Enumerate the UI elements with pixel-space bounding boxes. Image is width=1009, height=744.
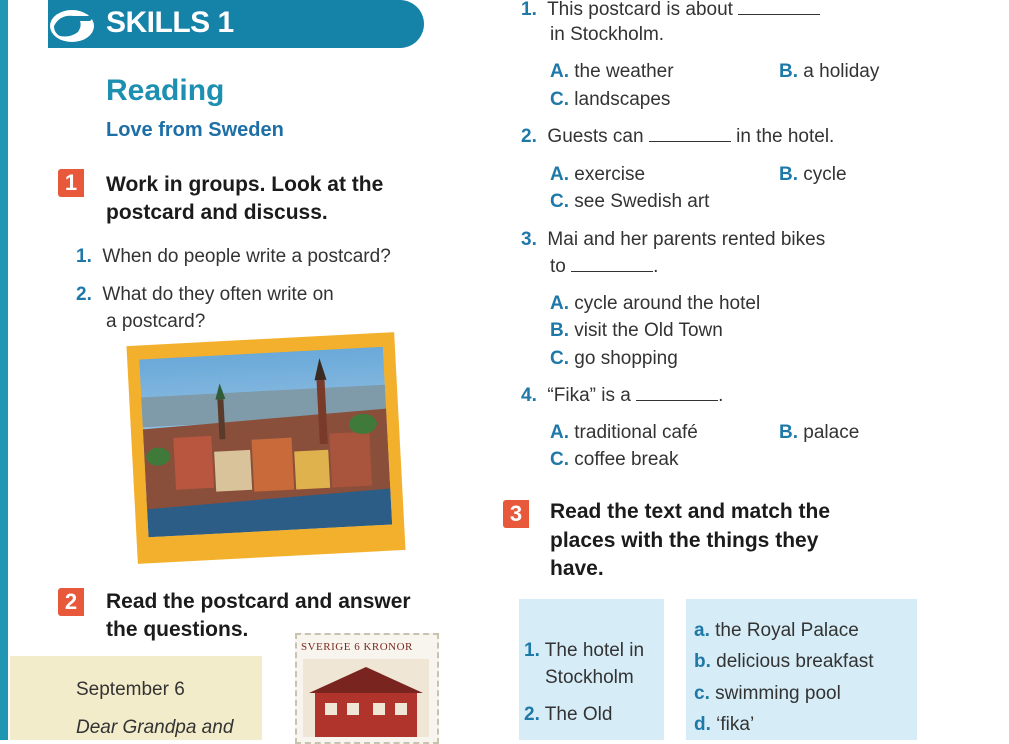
postcard-greeting: Dear Grandpa and [76,717,234,738]
thing-item: c. swimming pool [694,683,841,704]
question-stem-continued: in Stockholm. [550,24,665,45]
left-edge-bar [0,0,8,740]
thing-item: a. the Royal Palace [694,620,859,641]
option-a: A. exercise [550,164,646,185]
answer-blank[interactable] [571,253,653,272]
question-number: 2. [76,284,92,305]
question-number: 1. [521,0,537,20]
answer-blank[interactable] [636,382,718,401]
section-heading: Reading [106,74,225,107]
quiz-question [521,123,834,150]
postcard-date: September 6 [76,679,185,700]
option-a: A. traditional café [550,422,698,443]
postcard-text-panel [10,656,262,740]
place-item: 1. The hotel in [524,640,645,661]
answer-blank[interactable] [649,123,731,142]
place-item-continued: Stockholm [545,667,634,688]
question-number: 1. [76,246,92,267]
section-subheading: Love from Sweden [106,119,284,141]
quiz-question [521,226,825,253]
question-stem: Guests can [547,126,644,147]
task2-instruction-line2: the questions. [106,618,249,641]
task1-instruction-line2: postcard and discuss. [106,201,328,224]
question-stem: Mai and her parents rented bikes [547,229,826,250]
option-b: B. palace [779,422,860,443]
task2-instruction-line1: Read the postcard and answer [106,590,411,613]
place-item: 2. The Old [524,704,613,725]
question-text: What do they often write on [102,284,334,305]
option-c: C. see Swedish art [550,191,710,212]
page-title: SKILLS 1 [106,6,234,39]
task3-instruction-line3: have. [550,557,604,580]
option-b: B. visit the Old Town [550,320,723,341]
swedish-stamp [295,633,439,744]
option-a: A. cycle around the hotel [550,293,761,314]
question-stem-continued: to . [550,253,658,280]
option-c: C. landscapes [550,89,671,110]
question-stem: This postcard is about [547,0,733,20]
skills-banner [48,0,424,48]
task3-instruction-line1: Read the text and match the [550,500,831,523]
question-text-continued: a postcard? [106,311,206,332]
question-number: 4. [521,385,537,406]
pointing-hand-icon [46,6,100,44]
answer-blank[interactable] [738,0,820,15]
question-stem-after: in the hotel. [736,126,835,147]
quiz-question [521,0,820,23]
task-number-badge: 3 [503,500,529,528]
thing-item: b. delicious breakfast [694,651,874,672]
option-c: C. go shopping [550,348,678,369]
thing-item: d. ‘fika’ [694,714,755,735]
stockholm-photo-frame [126,332,405,564]
task-number-badge: 1 [58,169,84,197]
option-c: C. coffee break [550,449,679,470]
task3-instruction-line2: places with the things they [550,529,819,552]
option-b: B. a holiday [779,61,880,82]
task-number-badge: 2 [58,588,84,616]
question-stem: “Fika” is a [547,385,631,406]
option-b: B. cycle [779,164,847,185]
question-number: 3. [521,229,537,250]
discussion-question [76,243,391,270]
red-house-illustration [303,659,429,737]
task1-instruction-line1: Work in groups. Look at the [106,173,384,196]
discussion-question [76,281,334,308]
stockholm-photo [139,347,392,538]
question-number: 2. [521,126,537,147]
quiz-question: 4. “Fika” is a . [521,382,723,409]
stamp-label: SVERIGE 6 KRONOR [301,641,413,653]
option-a: A. the weather [550,61,674,82]
question-text: When do people write a postcard? [102,246,391,267]
